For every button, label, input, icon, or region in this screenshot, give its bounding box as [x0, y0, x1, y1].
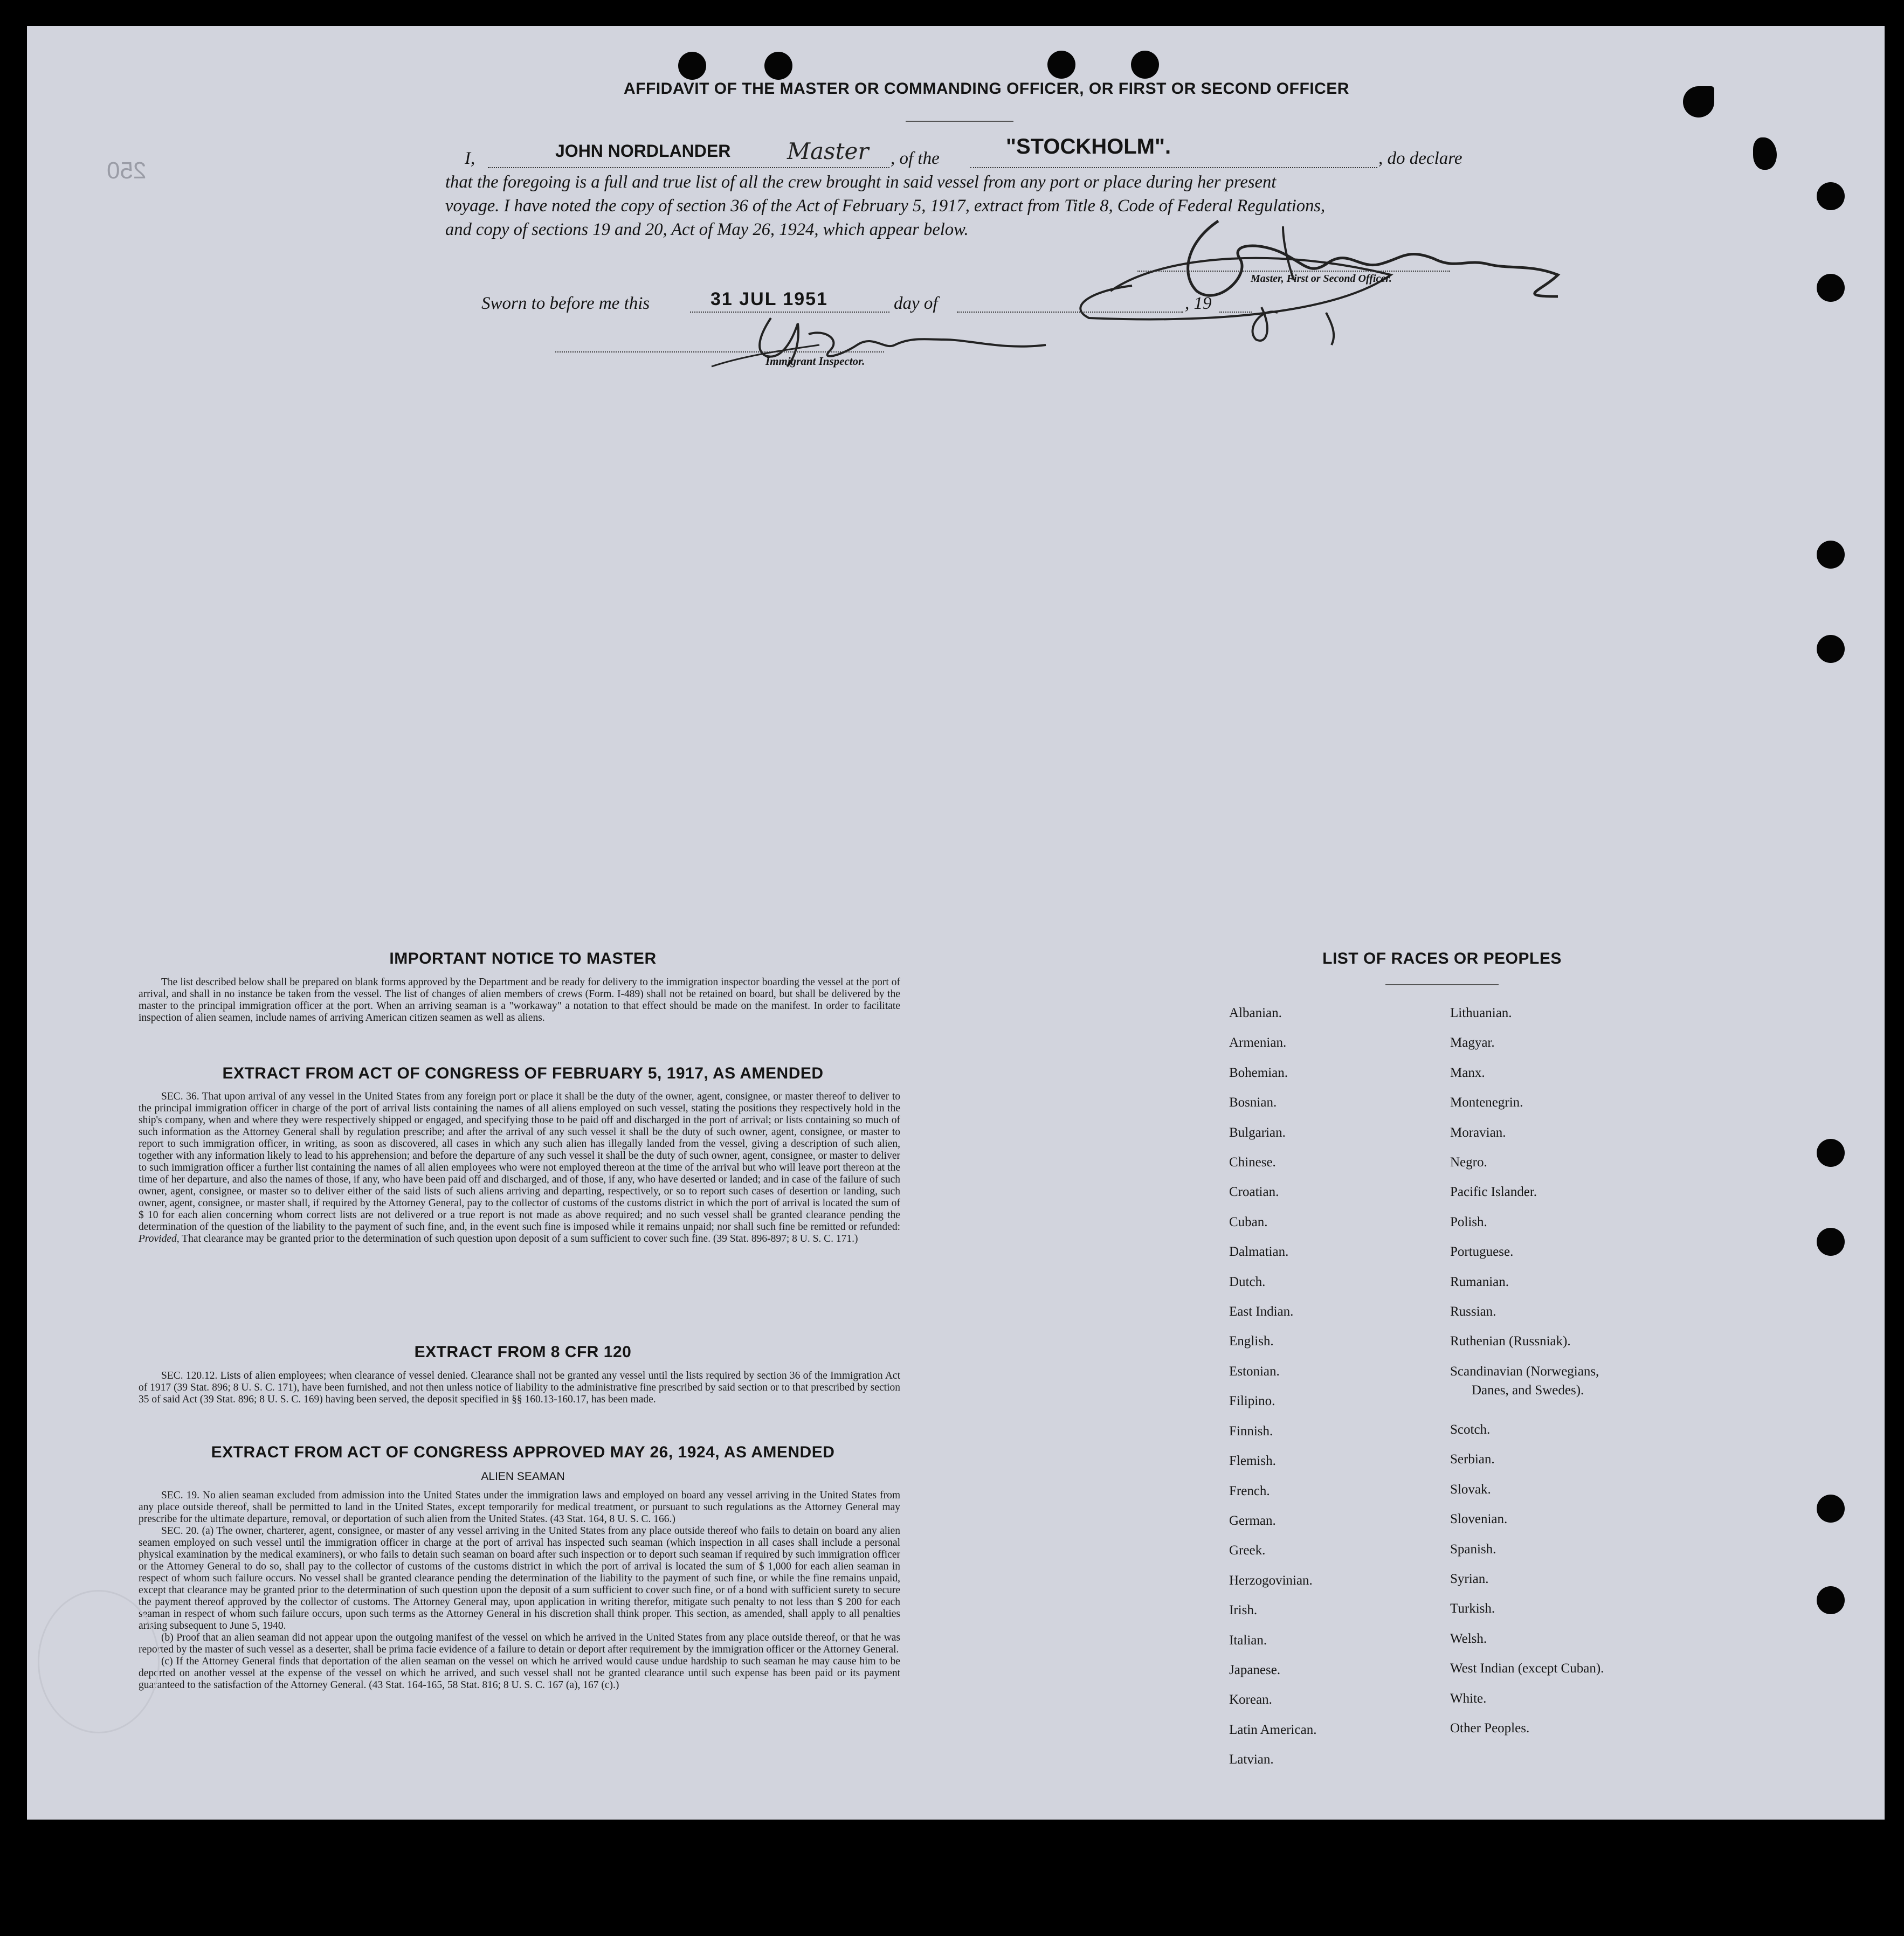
- race-item: East Indian.: [1229, 1304, 1294, 1319]
- signature-line: [1137, 271, 1450, 272]
- race-item: Manx.: [1450, 1065, 1485, 1080]
- extract-1917-title: EXTRACT FROM ACT OF CONGRESS OF FEBRUARY 5, 1917, AS AMENDED: [222, 1064, 824, 1082]
- race-item: Slovenian.: [1450, 1512, 1508, 1527]
- year-line: [1219, 312, 1252, 313]
- sworn-date-stamp: 31 JUL 1951: [710, 289, 828, 309]
- punch-hole: [1817, 1228, 1845, 1256]
- day-of-text: day of: [894, 294, 938, 313]
- year-prefix: , 19: [1185, 294, 1212, 313]
- race-item: Moravian.: [1450, 1125, 1506, 1140]
- punch-hole: [1817, 541, 1845, 569]
- punch-hole: [764, 52, 792, 80]
- punch-hole: [1817, 635, 1845, 663]
- extract-1924-title: EXTRACT FROM ACT OF CONGRESS APPROVED MAY 26, 1924, AS AMENDED: [211, 1443, 835, 1461]
- race-item: Latin American.: [1229, 1722, 1317, 1737]
- race-item: Bosnian.: [1229, 1095, 1277, 1110]
- affidavit-line-2: that the foregoing is a full and true list of all the crew brought in said vessel from any port or place during her present: [445, 172, 1277, 192]
- race-item: Herzogovinian.: [1229, 1573, 1313, 1588]
- race-item: Lithuanian.: [1450, 1006, 1512, 1020]
- inspector-signature: [701, 307, 1078, 377]
- race-item: Korean.: [1229, 1692, 1272, 1707]
- title-rule: [906, 121, 1013, 122]
- sworn-prefix: Sworn to before me this: [481, 294, 650, 313]
- race-item: Armenian.: [1229, 1035, 1287, 1050]
- extract-cfr-title: EXTRACT FROM 8 CFR 120: [414, 1343, 632, 1361]
- race-item: Chinese.: [1229, 1155, 1276, 1170]
- inspector-caption: Immigrant Inspector.: [765, 355, 865, 368]
- extract-1924-subtitle: ALIEN SEAMAN: [481, 1470, 565, 1483]
- affidavit-line-3: voyage. I have noted the copy of section 36 of the Act of February 5, 1917, extract from Title 8, Code of Federal Regulations,: [445, 196, 1326, 216]
- race-item: Russian.: [1450, 1304, 1496, 1319]
- race-item: Flemish.: [1229, 1454, 1276, 1469]
- sec-20a: SEC. 20. (a) The owner, charterer, agent, consignee, or master of any vessel arriving in the United States from any place outside thereof who fails to detain on board any alien seamen employed on such vessel until the immigration officer in charge at the port of arrival has inspected such seaman (which inspection in all cases shall include a personal physical examination by the medical examiners), or who fails to detain such seaman on board after such inspection or to deport such seaman if required by such immigration officer or the Attorney General to do so, shall pay to the collector of customs of the customs district in which the port of arrival is located the sum of $ 1,000 for each alien seaman in respect of whom such failure occurs. No vessel shall be granted clearance pending the determination of the liability to the payment of such fine, or while the fine remains unpaid, except that clearance may be granted prior to the determination of such question upon the deposit of a sum sufficient to cover such fine, or of a bond with sufficient surety to secure the payment thereof approved by the collector of customs. The Attorney General may, upon application in writing therefor, mitigate such penalty to not less than $ 200 for each seaman in respect of whom such failure occurs, upon such terms as the Attorney General in his discretion shall think proper. This section, as amended, shall apply to all penalties arising subsequent to June 5, 1940.: [139, 1525, 900, 1631]
- signature-caption: Master, First or Second Officer.: [1251, 273, 1392, 285]
- race-item: Italian.: [1229, 1633, 1267, 1648]
- race-item: Spanish.: [1450, 1541, 1496, 1557]
- race-item: Albanian.: [1229, 1006, 1282, 1020]
- races-left-column: [1229, 998, 1316, 1775]
- vessel-line: [970, 167, 1377, 168]
- race-item: Pacific Islander.: [1450, 1185, 1537, 1200]
- vessel-name: "STOCKHOLM".: [1006, 135, 1171, 158]
- race-item: Magyar.: [1450, 1035, 1495, 1050]
- punch-hole: [1817, 1495, 1845, 1523]
- races-right-column: [1450, 998, 1604, 1743]
- race-item: Estonian.: [1229, 1364, 1280, 1379]
- extract-1924-text: [139, 1490, 900, 1691]
- race-item: Cuban.: [1229, 1214, 1268, 1229]
- margin-page-number: 250: [107, 157, 147, 184]
- proviso-word: Provided,: [139, 1233, 180, 1244]
- race-item: West Indian (except Cuban).: [1450, 1661, 1604, 1676]
- race-item: Croatian.: [1229, 1185, 1279, 1200]
- punch-hole: [1047, 51, 1075, 79]
- punch-hole: [1131, 51, 1159, 79]
- race-item: English.: [1229, 1334, 1274, 1349]
- affidavit-prefix: I,: [465, 149, 475, 168]
- punch-hole: [1817, 274, 1845, 302]
- race-item: Rumanian.: [1450, 1274, 1509, 1289]
- race-item: Montenegrin.: [1450, 1095, 1523, 1110]
- race-item: Scotch.: [1450, 1422, 1491, 1437]
- race-item: Syrian.: [1450, 1571, 1489, 1586]
- races-title-rule: [1385, 984, 1499, 985]
- sec-20c: (c) If the Attorney General finds that deportation of the alien seaman on the vessel on which he arrived would cause undue hardship to such seaman he may cause him to be deported on another vessel at the expense of the vessel on which he arrived, and such vessel shall not be granted clearance until such expense has been paid or its payment guaranteed to the satisfaction of the Attorney General. (43 Stat. 164-165, 58 Stat. 816; 8 U. S. C. 167 (a), 167 (c).): [139, 1656, 900, 1691]
- race-item: German.: [1229, 1513, 1276, 1528]
- punch-hole: [1817, 182, 1845, 210]
- race-item: Portuguese.: [1450, 1244, 1514, 1260]
- inspector-line: [555, 351, 884, 352]
- affidavit-line-4: and copy of sections 19 and 20, Act of May 26, 1924, which appear below.: [445, 220, 969, 239]
- affidavit-title: AFFIDAVIT OF THE MASTER OR COMMANDING OFFICER, OR FIRST OR SECOND OFFICER: [624, 80, 1349, 98]
- race-item-scandinavian: Scandinavian (Norwegians, Danes, and Swedes).: [1450, 1364, 1599, 1398]
- name-line: [488, 167, 889, 168]
- races-title: LIST OF RACES OR PEOPLES: [1322, 950, 1562, 967]
- race-item: Irish.: [1229, 1603, 1258, 1618]
- race-item: Bulgarian.: [1229, 1125, 1286, 1140]
- do-declare-text: , do declare: [1378, 149, 1463, 168]
- race-item: Filipino.: [1229, 1394, 1275, 1409]
- race-item: French.: [1229, 1483, 1270, 1498]
- race-item: Serbian.: [1450, 1452, 1495, 1467]
- race-item: Dutch.: [1229, 1274, 1266, 1289]
- embossed-seal: [38, 1590, 160, 1733]
- extract-1917-text: SEC. 36. That upon arrival of any vessel in the United States from any foreign port or place it shall be the duty of the owner, agent, consignee, or master thereof to deliver to the principal immigration officer in charge of the port of arrival lists containing the names of all aliens employed on such vessel, stating the positions they respectively hold in the ship's company, when and where they were respectively shipped or engaged, and specifying those to be paid off and discharged in the port of arrival; or lists containing so much of such information as the Attorney General shall by regulation prescribe; and after the arrival of any such vessel it shall be the duty of such owner, agent, consignee, or master to report to such immigration officer, in writing, as soon as discovered, all cases in which any such alien has illegally landed from the vessel, giving a description of such alien, together with any information likely to lead to his apprehension; and before the departure of any such vessel it shall be the duty of such owner, agent, consignee, or master to deliver to such immigration officer a further list containing the names of all alien employees who were not employed thereon at the time of the arrival but who will leave port thereon at the time of her departure, and also the names of those, if any, who have been paid off and discharged, and of those, if any, who have deserted or landed; and in case of the failure of such owner, agent, consignee, or master so to deliver either of the said lists of such aliens arriving and departing, respectively, or so to report such cases of desertion or landing, such owner, agent, consignee, or master shall, if required by the Attorney General, pay to the collector of customs of the customs district in which the port of arrival is located the sum of $ 10 for each alien concerning whom correct lists are not delivered or a true report is not made as above required; and no such vessel shall be granted clearance pending the determination of the question of the liability to the payment of such fine, and, in the event such fine is imposed while it remains unpaid; nor shall such fine be remitted or refunded: Provided, That clearance may be granted prior to the determination of such question upon deposit of a sum sufficient to cover such fine. (39 Stat. 896-897; 8 U. S. C. 171.): [139, 1091, 900, 1244]
- of-the-text: , of the: [891, 149, 940, 168]
- master-title-handwritten: Master: [787, 138, 869, 164]
- race-item: Japanese.: [1229, 1662, 1281, 1677]
- punch-hole: [1817, 1586, 1845, 1614]
- race-item: Greek.: [1229, 1543, 1266, 1558]
- race-item: Finnish.: [1229, 1423, 1273, 1439]
- notice-text: The list described below shall be prepared on blank forms approved by the Department and be ready for delivery to the immigration inspector boarding the vessel at the port of arrival, and shall in no instance be taken from the vessel. The list of changes of alien members of crews (Form. I-489) shall not be retained on board, but shall be delivered by the master to the principal immigration officer at the port. When an arriving seaman is a "workaway" a notation to that effect should be made on the manifest. In order to facilitate inspection of alien seamen, include names of arriving American citizen seamen as well as aliens.: [139, 977, 900, 1024]
- race-item: Polish.: [1450, 1214, 1487, 1229]
- race-item: Latvian.: [1229, 1752, 1274, 1767]
- torn-corner: [1683, 86, 1714, 117]
- race-item: Turkish.: [1450, 1601, 1495, 1616]
- punch-hole: [1817, 1139, 1845, 1167]
- extract-cfr-text: SEC. 120.12. Lists of alien employees; when clearance of vessel denied. Clearance shall not be granted any vessel until the lists required by section 36 of the Immigration Act of 1917 (39 Stat. 896; 8 U. S. C. 171), have been furnished, and not then unless notice of liability to the administrative fine prescribed by said section or to that prescribed by section 35 of said Act (39 Stat. 896; 8 U. S. C. 169) having been served, the deposit specified in §§ 160.13-160.17, has been made.: [139, 1370, 900, 1405]
- race-item: Dalmatian.: [1229, 1244, 1289, 1260]
- master-name: JOHN NORDLANDER: [555, 141, 731, 161]
- race-item: White.: [1450, 1691, 1487, 1706]
- notice-title: IMPORTANT NOTICE TO MASTER: [389, 950, 657, 967]
- race-item: Negro.: [1450, 1155, 1487, 1170]
- sec-19: SEC. 19. No alien seaman excluded from admission into the United States under the immigration laws and employed on board any vessel arriving in the United States from any place outside thereof, shall be permitted to land in the United States, except temporarily for medical treatment, or pursuant to such regulations as the Attorney General may prescribe for the ultimate departure, removal, or deportation of such alien from the United States. (43 Stat. 164, 8 U. S. C. 166.): [139, 1490, 900, 1525]
- race-item: Other Peoples.: [1450, 1720, 1530, 1736]
- race-item: Ruthenian (Russniak).: [1450, 1334, 1571, 1349]
- punch-hole: [678, 52, 706, 80]
- race-item: Bohemian.: [1229, 1065, 1288, 1080]
- race-item: Welsh.: [1450, 1631, 1487, 1646]
- race-item: Slovak.: [1450, 1482, 1491, 1497]
- sec-20b: (b) Proof that an alien seaman did not appear upon the outgoing manifest of the vessel on which he arrived in the United States from any place outside thereof, or that he was reported by the master of such vessel as a deserter, shall be prima facie evidence of a failure to detain or deport after requirement by the immigration officer or the Attorney General.: [139, 1632, 900, 1655]
